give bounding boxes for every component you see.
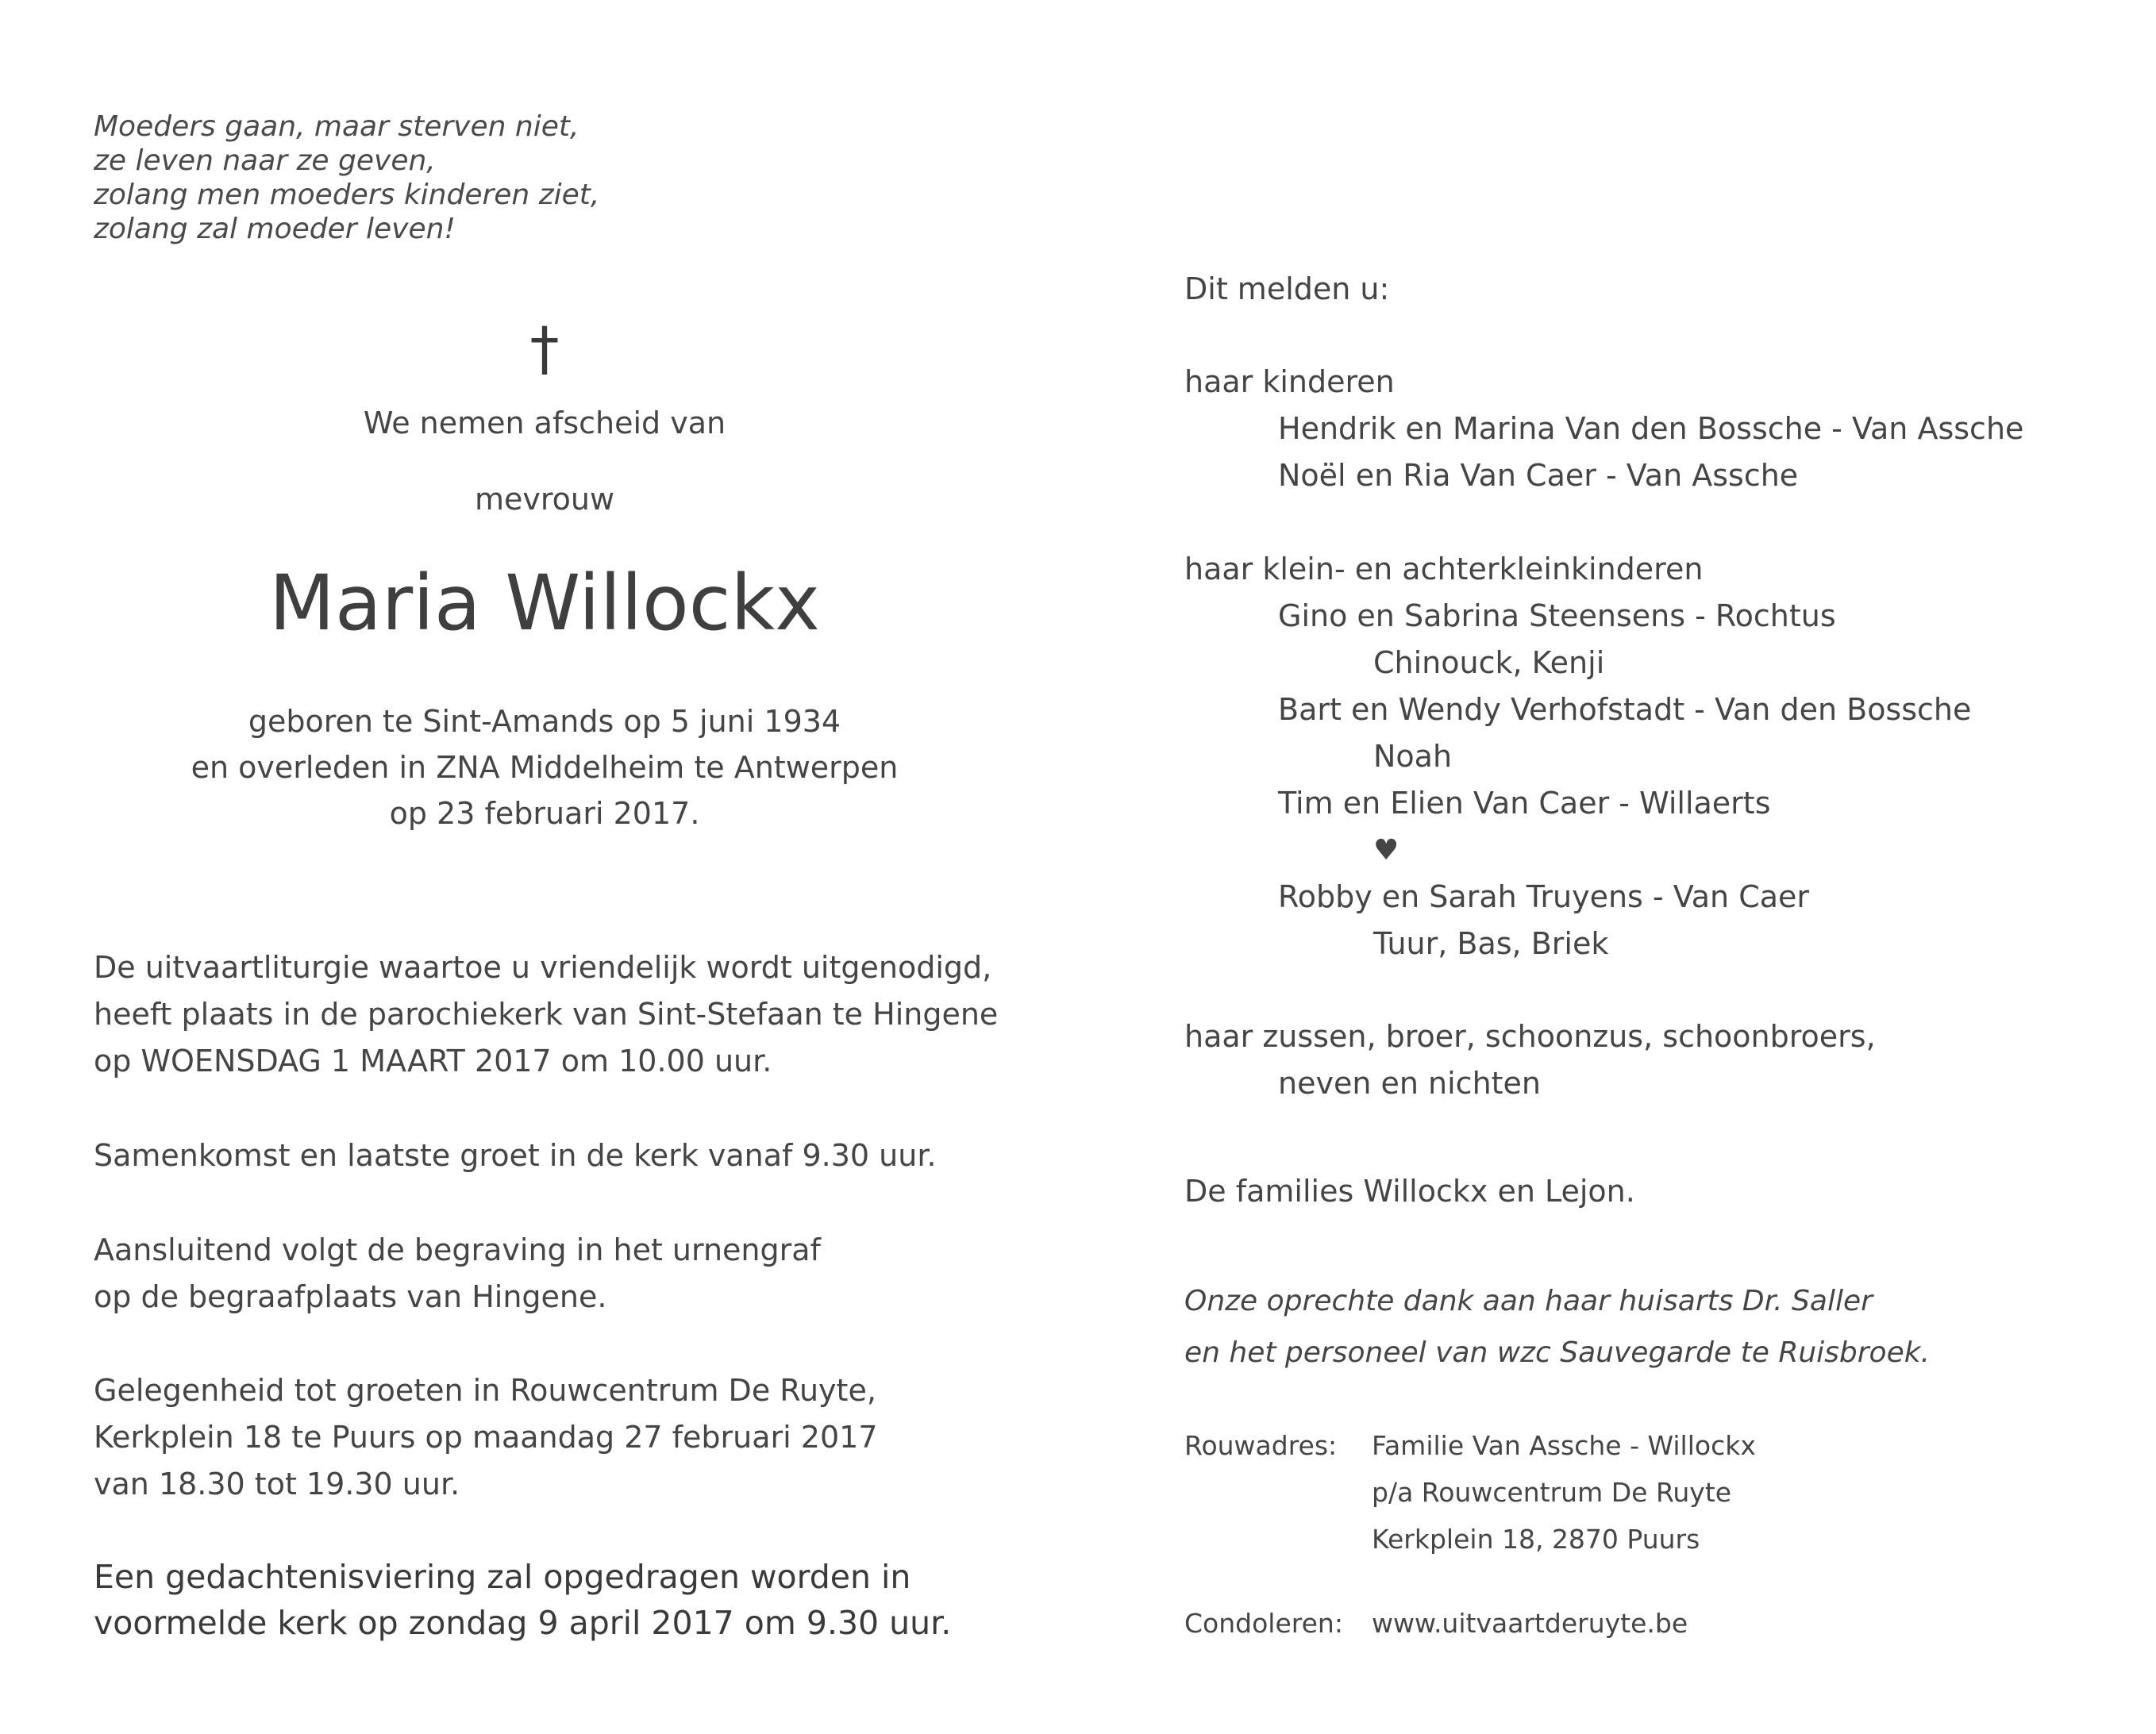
date-line: en overleden in ZNA Middelheim te Antwerpen (191, 750, 899, 785)
farewell-line: We nemen afscheid van (363, 406, 726, 440)
paragraph-line: Een gedachtenisviering zal opgedragen worden in (94, 1558, 911, 1596)
children-group (1184, 359, 2023, 499)
grandchild-couple: Tim en Elien Van Caer - Willaerts (1278, 786, 1771, 821)
memorial-paragraph (94, 1554, 951, 1646)
condolences-row (1184, 1600, 1899, 1647)
address-label: Rouwadres: (1184, 1430, 1338, 1461)
heart-icon: ♥ (1373, 834, 1399, 867)
thanks-note (1184, 1275, 1930, 1378)
paragraph-line: De uitvaartliturgie waartoe u vriendelijk wordt uitgenodigd, (94, 950, 992, 985)
grandchild-couple: Robby en Sarah Truyens - Van Caer (1278, 879, 1810, 914)
grandchildren-group (1184, 546, 1971, 967)
paragraph-line: Kerkplein 18 te Puurs op maandag 27 februari 2017 (94, 1420, 878, 1455)
mourning-address (1184, 1422, 1899, 1563)
poem-line: zolang men moeders kinderen ziet, (94, 179, 600, 211)
thanks-line: Onze oprechte dank aan haar huisarts Dr. Saller (1184, 1285, 1873, 1317)
date-line: op 23 februari 2017. (389, 796, 700, 831)
poem-line: zolang zal moeder leven! (94, 213, 456, 245)
siblings-line: haar zussen, broer, schoonzus, schoonbroers, (1184, 1019, 1876, 1054)
address-line: Kerkplein 18, 2870 Puurs (1372, 1524, 1700, 1555)
condolences-link[interactable]: www.uitvaartderuyte.be (1372, 1608, 1688, 1639)
announce-intro: Dit melden u: (1184, 271, 1390, 306)
child-entry: Noël en Ria Van Caer - Van Assche (1278, 458, 1799, 493)
poem-line: ze leven naar ze geven, (94, 144, 436, 177)
honorific: mevrouw (474, 482, 615, 517)
paragraph-line: Gelegenheid tot groeten in Rouwcentrum De Ruyte, (94, 1373, 876, 1408)
siblings-group (1184, 1013, 1876, 1107)
cross-icon: † (529, 315, 560, 383)
poem-line: Moeders gaan, maar sterven niet, (94, 110, 579, 143)
paragraph-line: voormelde kerk op zondag 9 april 2017 om 9.30 uur. (94, 1604, 952, 1642)
paragraph-line: op de begraafplaats van Hingene. (94, 1279, 607, 1314)
grandchildren-heading: haar klein- en achterkleinkinderen (1184, 552, 1704, 586)
deceased-name: Maria Willockx (269, 559, 820, 648)
life-dates (94, 698, 995, 836)
children-heading: haar kinderen (1184, 364, 1395, 399)
liturgy-paragraph (94, 944, 998, 1085)
thanks-line: en het personeel van wzc Sauvegarde te Ruisbroek. (1184, 1336, 1931, 1369)
great-grandchildren: Tuur, Bas, Briek (1373, 926, 1609, 961)
great-grandchildren: Chinouck, Kenji (1373, 645, 1605, 680)
child-entry: Hendrik en Marina Van den Bossche - Van Assche (1278, 411, 2024, 446)
paragraph-line: Aansluitend volgt de begraving in het urnengraf (94, 1232, 821, 1267)
paragraph-line: op WOENSDAG 1 MAART 2017 om 10.00 uur. (94, 1044, 772, 1078)
date-line: geboren te Sint-Amands op 5 juni 1934 (248, 704, 841, 739)
paragraph-line: heeft plaats in de parochiekerk van Sint-Stefaan te Hingene (94, 997, 999, 1032)
address-row (1184, 1422, 1899, 1469)
paragraph-line: van 18.30 tot 19.30 uur. (94, 1467, 460, 1501)
paragraph-line: Samenkomst en laatste groet in de kerk vanaf 9.30 uur. (94, 1138, 937, 1173)
condolences-label: Condoleren: (1184, 1608, 1343, 1639)
burial-paragraph (94, 1227, 821, 1321)
address-row (1184, 1469, 1899, 1516)
siblings-line: neven en nichten (1278, 1066, 1542, 1101)
address-line: p/a Rouwcentrum De Ruyte (1372, 1477, 1732, 1508)
visitation-paragraph (94, 1367, 878, 1508)
great-grandchildren: Noah (1373, 739, 1453, 774)
address-line: Familie Van Assche - Willockx (1372, 1430, 1756, 1461)
address-row (1184, 1516, 1899, 1563)
families-line: De families Willockx en Lejon. (1184, 1174, 1635, 1209)
gathering-paragraph (94, 1132, 937, 1179)
poem (94, 110, 599, 246)
grandchild-couple: Bart en Wendy Verhofstadt - Van den Bossche (1278, 692, 1972, 727)
grandchild-couple: Gino en Sabrina Steensens - Rochtus (1278, 598, 1836, 633)
